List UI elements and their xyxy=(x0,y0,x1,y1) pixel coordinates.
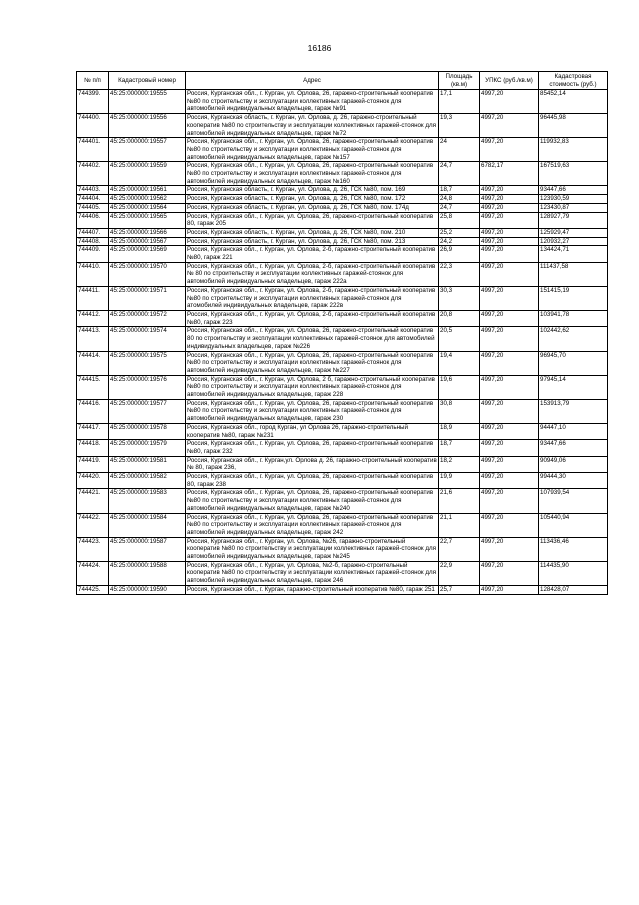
table-row xyxy=(77,399,608,423)
address-cell: Россия, Курганская обл., г. Курган, ул. Орлова, 26, гаражно-строительный кооператив №80 по строительству и эксплуатации коллективных гаражей-стоянок для автомобилей индивидуальных владельцев, гараж №240 xyxy=(186,489,439,513)
cadastral-number-cell: 45:25:000000:19569 xyxy=(109,246,186,262)
upks-cell: 4997,20 xyxy=(480,203,539,212)
row-number-cell: 744410. xyxy=(77,262,109,286)
table-row xyxy=(77,195,608,204)
area-cell: 18,9 xyxy=(439,423,480,439)
area-cell: 21,1 xyxy=(439,513,480,537)
address-cell: Россия, Курганская обл., г. Курган, ул. Орлова, 26, гаражно-строительный кооператив 80, гараж 205 xyxy=(186,212,439,228)
area-cell: 24,7 xyxy=(439,203,480,212)
cadastral-cost-cell: 128428,07 xyxy=(539,585,608,594)
address-cell: Россия, Курганская обл., г. Курган, ул. Орлова, 2-б, гаражно-строительный кооператив №80, гараж 223 xyxy=(186,310,439,326)
cadastral-cost-cell: 103941,78 xyxy=(539,310,608,326)
cadastral-cost-cell: 167519,63 xyxy=(539,162,608,186)
cadastral-number-cell: 45:25:000000:19577 xyxy=(109,399,186,423)
area-cell: 24 xyxy=(439,138,480,162)
area-cell: 24,7 xyxy=(439,162,480,186)
cadastral-cost-cell: 93447,66 xyxy=(539,440,608,456)
header-row xyxy=(77,72,608,90)
area-cell: 19,4 xyxy=(439,351,480,375)
cadastral-cost-cell: 123430,87 xyxy=(539,203,608,212)
cadastral-number-cell: 45:25:000000:19584 xyxy=(109,513,186,537)
cadastral-number-cell: 45:25:000000:19581 xyxy=(109,456,186,472)
area-cell: 25,7 xyxy=(439,585,480,594)
row-number-cell: 744402. xyxy=(77,162,109,186)
table-row xyxy=(77,286,608,310)
table-row xyxy=(77,351,608,375)
cadastral-number-cell: 45:25:000000:19590 xyxy=(109,585,186,594)
row-number-cell: 744419. xyxy=(77,456,109,472)
address-cell: Россия, Курганская обл., г. Курган, ул. Орлова, 26, гаражно-строительный кооператив №80 по строительству и эксплуатации коллективных гаражей-стоянок для автомобилей индивидуальных владельцев, гараж 242 xyxy=(186,513,439,537)
row-number-cell: 744406. xyxy=(77,212,109,228)
address-cell: Россия, Курганская обл., г. Курган, ул. Орлова, 26, гаражно-строительный кооператив 80 по строительству и эксплуатации коллективных гаражей-стоянок для автомобилей индивидуальных владельцев, гараж №226 xyxy=(186,327,439,351)
table-row xyxy=(77,513,608,537)
address-cell: Россия, Курганская обл., г. Курган, ул. Орлова, 26, гаражно-строительный кооператив №80 по строительству и эксплуатации коллективных гаражей-стоянок для автомобилей индивидуальных владельцев, гараж №157 xyxy=(186,138,439,162)
upks-cell: 4997,20 xyxy=(480,351,539,375)
table-row xyxy=(77,228,608,237)
area-cell: 20,8 xyxy=(439,310,480,326)
address-cell: Россия, Курганская обл., г. Курган, гаражно-строительный кооператив №80, гараж 251 xyxy=(186,585,439,594)
table-row xyxy=(77,585,608,594)
upks-cell: 4997,20 xyxy=(480,375,539,399)
cadastral-number-cell: 45:25:000000:19565 xyxy=(109,212,186,228)
cadastral-number-cell: 45:25:000000:19587 xyxy=(109,537,186,561)
table-row xyxy=(77,138,608,162)
cadastral-cost-cell: 114435,90 xyxy=(539,561,608,585)
table-row xyxy=(77,473,608,489)
row-number-cell: 744421. xyxy=(77,489,109,513)
cadastral-number-cell: 45:25:000000:19588 xyxy=(109,561,186,585)
table-row xyxy=(77,327,608,351)
address-cell: Россия, Курганская обл., город Курган, ул Орлова 26, гаражно-строительный кооператив №80, гараж №231 xyxy=(186,423,439,439)
cadastral-number-cell: 45:25:000000:19576 xyxy=(109,375,186,399)
row-number-cell: 744414. xyxy=(77,351,109,375)
cadastral-number-cell: 45:25:000000:19583 xyxy=(109,489,186,513)
cadastral-cost-cell: 128927,79 xyxy=(539,212,608,228)
row-number-cell: 744399. xyxy=(77,90,109,114)
area-cell: 17,1 xyxy=(439,90,480,114)
address-cell: Россия, Курганская область, г. Курган, ул. Орлова, д. 26, ГСК №80, пом. 210 xyxy=(186,228,439,237)
area-cell: 25,2 xyxy=(439,228,480,237)
cadastral-cost-cell: 85452,14 xyxy=(539,90,608,114)
upks-cell: 4997,20 xyxy=(480,90,539,114)
cadastral-number-cell: 45:25:000000:19564 xyxy=(109,203,186,212)
cadastral-cost-cell: 125929,47 xyxy=(539,228,608,237)
address-cell: Россия, Курганская обл., г. Курган, ул. Орлова, №26, гаражно-строительный кооператив №80 по строительству и эксплуатации коллективных гаражей-стоянок для автомобилей индивидуальных владельцев, гараж №245 xyxy=(186,537,439,561)
cadastral-cost-cell: 96445,98 xyxy=(539,114,608,138)
upks-cell: 4997,20 xyxy=(480,513,539,537)
address-cell: Россия, Курганская область, г. Курган, ул. Орлова, д. 26, ГСК №80, пом. 172 xyxy=(186,195,439,204)
row-number-cell: 744423. xyxy=(77,537,109,561)
area-cell: 22,9 xyxy=(439,561,480,585)
row-number-cell: 744409. xyxy=(77,246,109,262)
area-cell: 22,3 xyxy=(439,262,480,286)
upks-cell: 4997,20 xyxy=(480,537,539,561)
table-row xyxy=(77,489,608,513)
header-upks: УПКС (руб./кв.м) xyxy=(480,72,539,90)
address-cell: Россия, Курганская область, г. Курган, ул. Орлова, д. 26, ГСК №80, пом. 174д xyxy=(186,203,439,212)
area-cell: 24,8 xyxy=(439,195,480,204)
address-cell: Россия, Курганская обл., г. Курган, ул. Орлова, 26, гаражно-строительный кооператив №80 по строительству и эксплуатации коллективных гаражей-стоянок для автомобилей индивидуальных владельцев, гараж №160 xyxy=(186,162,439,186)
cadastral-number-cell: 45:25:000000:19582 xyxy=(109,473,186,489)
table-header xyxy=(77,72,608,90)
upks-cell: 4997,20 xyxy=(480,473,539,489)
cadastral-number-cell: 45:25:000000:19574 xyxy=(109,327,186,351)
row-number-cell: 744422. xyxy=(77,513,109,537)
table-row xyxy=(77,537,608,561)
cadastral-number-cell: 45:25:000000:19557 xyxy=(109,138,186,162)
area-cell: 18,7 xyxy=(439,186,480,195)
address-cell: Россия, Курганская обл., г. Курган, ул. Орлова, 2-б, гаражно-строительный кооператив №80, гараж 221 xyxy=(186,246,439,262)
upks-cell: 4997,20 xyxy=(480,423,539,439)
cadastral-number-cell: 45:25:000000:19566 xyxy=(109,228,186,237)
area-cell: 19,3 xyxy=(439,114,480,138)
row-number-cell: 744417. xyxy=(77,423,109,439)
upks-cell: 4997,20 xyxy=(480,186,539,195)
upks-cell: 4997,20 xyxy=(480,286,539,310)
upks-cell: 4997,20 xyxy=(480,212,539,228)
upks-cell: 4997,20 xyxy=(480,399,539,423)
upks-cell: 4997,20 xyxy=(480,138,539,162)
cadastral-cost-cell: 153913,79 xyxy=(539,399,608,423)
cadastral-cost-cell: 97945,14 xyxy=(539,375,608,399)
row-number-cell: 744424. xyxy=(77,561,109,585)
table-row xyxy=(77,90,608,114)
upks-cell: 4997,20 xyxy=(480,114,539,138)
cadastral-cost-cell: 99444,30 xyxy=(539,473,608,489)
cadastral-number-cell: 45:25:000000:19556 xyxy=(109,114,186,138)
address-cell: Россия, Курганская область, г. Курган, ул. Орлова, д. 26, ГСК №80, пом. 213 xyxy=(186,237,439,246)
cadastral-cost-cell: 123930,59 xyxy=(539,195,608,204)
table-row xyxy=(77,114,608,138)
upks-cell: 4997,20 xyxy=(480,561,539,585)
cadastral-number-cell: 45:25:000000:19562 xyxy=(109,195,186,204)
page-number: 16186 xyxy=(307,43,332,53)
row-number-cell: 744401. xyxy=(77,138,109,162)
upks-cell: 4997,20 xyxy=(480,440,539,456)
cadastral-cost-cell: 151415,19 xyxy=(539,286,608,310)
table-row xyxy=(77,375,608,399)
table-row xyxy=(77,423,608,439)
header-cadastral-cost: Кадастровая стоимость (руб.) xyxy=(539,72,608,90)
area-cell: 30,3 xyxy=(439,286,480,310)
table-row xyxy=(77,310,608,326)
table-row xyxy=(77,203,608,212)
table-row xyxy=(77,262,608,286)
cadastral-number-cell: 45:25:000000:19559 xyxy=(109,162,186,186)
address-cell: Россия, Курганская область, г. Курган, ул. Орлова, д. 26, гаражно-строительный кооператив №80 по строительству и эксплуатации коллективных гаражей-стоянок для автомобилей индивидуальных владельцев, гараж №72 xyxy=(186,114,439,138)
row-number-cell: 744403. xyxy=(77,186,109,195)
upks-cell: 4997,20 xyxy=(480,237,539,246)
address-cell: Россия, Курганская обл., г. Курган, ул. Орлова, 26, гаражно-строительный кооператив №80, гараж 232 xyxy=(186,440,439,456)
row-number-cell: 744407. xyxy=(77,228,109,237)
upks-cell: 4997,20 xyxy=(480,310,539,326)
cadastral-cost-cell: 107939,54 xyxy=(539,489,608,513)
cadastral-cost-cell: 96945,70 xyxy=(539,351,608,375)
table-row xyxy=(77,162,608,186)
area-cell: 30,8 xyxy=(439,399,480,423)
table-row xyxy=(77,212,608,228)
upks-cell: 4997,20 xyxy=(480,228,539,237)
row-number-cell: 744412. xyxy=(77,310,109,326)
cadastral-cost-cell: 90949,06 xyxy=(539,456,608,472)
header-cadastral-number: Кадастровый номер xyxy=(109,72,186,90)
upks-cell: 4997,20 xyxy=(480,327,539,351)
upks-cell: 4997,20 xyxy=(480,489,539,513)
cadastral-number-cell: 45:25:000000:19555 xyxy=(109,90,186,114)
area-cell: 21,6 xyxy=(439,489,480,513)
address-cell: Россия, Курганская обл., г. Курган, ул. Орлова, 26, гаражно-строительный кооператив №80 по строительству и эксплуатации коллективных гаражей-стоянок для автомобилей индивидуальных владельцев, гараж №227 xyxy=(186,351,439,375)
area-cell: 18,2 xyxy=(439,456,480,472)
table-row xyxy=(77,456,608,472)
address-cell: Россия, Курганская обл., г. Курган, ул. Орлова, №2-б, гаражно-строительный кооператив №80 по строительству и эксплуатации коллективных гаражей-стоянок для автомобилей индивидуальных владельцев, гараж 246 xyxy=(186,561,439,585)
area-cell: 26,9 xyxy=(439,246,480,262)
cadastral-number-cell: 45:25:000000:19571 xyxy=(109,286,186,310)
cadastral-number-cell: 45:25:000000:19579 xyxy=(109,440,186,456)
cadastral-number-cell: 45:25:000000:19578 xyxy=(109,423,186,439)
area-cell: 22,7 xyxy=(439,537,480,561)
upks-cell: 4997,20 xyxy=(480,246,539,262)
cadastral-cost-cell: 134424,71 xyxy=(539,246,608,262)
row-number-cell: 744415. xyxy=(77,375,109,399)
cadastral-cost-cell: 105440,94 xyxy=(539,513,608,537)
row-number-cell: 744418. xyxy=(77,440,109,456)
header-area: Площадь (кв.м) xyxy=(439,72,480,90)
area-cell: 19,9 xyxy=(439,473,480,489)
cadastral-cost-cell: 119932,83 xyxy=(539,138,608,162)
header-address: Адрес xyxy=(186,72,439,90)
table-row xyxy=(77,246,608,262)
cadastral-cost-cell: 102442,62 xyxy=(539,327,608,351)
address-cell: Россия, Курганская область, г. Курган, ул. Орлова, д. 26, ГСК №80, пом. 169 xyxy=(186,186,439,195)
cadastral-cost-cell: 113436,46 xyxy=(539,537,608,561)
row-number-cell: 744420. xyxy=(77,473,109,489)
header-number: № п/п xyxy=(77,72,109,90)
address-cell: Россия, Курганская обл., г. Курган, ул. Орлова, 26, гаражно-строительный кооператив 80, гараж 238 xyxy=(186,473,439,489)
address-cell: Россия, Курганская обл., г. Курган, ул. Орлова, 2-б, гаражно-строительный кооператив №80 по строительству и эксплуатации коллективных гаражей-стоянок для атомобилей индивидуальных владельцев, гараж 222в xyxy=(186,286,439,310)
address-cell: Россия, Курганская обл., г. Курган, ул. Орлова, 2-б, гаражно-строительный кооператив № 80 по строительству и эксплуатации коллективных гаражей-стоянок для автомобилей индивидуальных владельцев, гараж 222а xyxy=(186,262,439,286)
upks-cell: 6782,17 xyxy=(480,162,539,186)
cadastral-number-cell: 45:25:000000:19561 xyxy=(109,186,186,195)
address-cell: Россия, Курганская обл., г. Курган, ул. Орлова, 26, гаражно-строительный кооператив №80 по строительству и эксплуатации коллективных гаражей-стоянок для автомобилей индивидуальных владельцев, гараж №91 xyxy=(186,90,439,114)
area-cell: 18,7 xyxy=(439,440,480,456)
area-cell: 25,8 xyxy=(439,212,480,228)
cadastral-number-cell: 45:25:000000:19575 xyxy=(109,351,186,375)
cadastral-cost-cell: 94447,10 xyxy=(539,423,608,439)
cadastral-cost-cell: 93447,66 xyxy=(539,186,608,195)
address-cell: Россия, Курганская обл., г. Курган,ул. Орлова д. 26, гаражно-строительный кооператив № 80, гараж 236, xyxy=(187,456,437,472)
row-number-cell: 744400. xyxy=(77,114,109,138)
address-cell: Россия, Курганская обл., г. Курган, ул. Орлова, 2 б, гаражно-строительный кооператив №80 по строительству и эксплуатации коллективных гаражей-стоянок для автомобилей индивидуальных владельцев, гараж 228 xyxy=(186,375,439,399)
area-cell: 19,6 xyxy=(439,375,480,399)
cadastral-number-cell: 45:25:000000:19567 xyxy=(109,237,186,246)
row-number-cell: 744425. xyxy=(77,585,109,594)
area-cell: 20,5 xyxy=(439,327,480,351)
upks-cell: 4997,20 xyxy=(480,456,539,472)
table-body xyxy=(77,90,608,595)
table-row xyxy=(77,561,608,585)
upks-cell: 4997,20 xyxy=(480,195,539,204)
cadastral-cost-cell: 111437,58 xyxy=(539,262,608,286)
address-cell: Россия, Курганская обл., г. Курган, ул. Орлова, 26, гаражно-строительный кооператив №80 по строительству и эксплуатации коллективных гаражей-стоянок для автомобилей индивидуальных владельцев, гараж 230 xyxy=(186,399,439,423)
row-number-cell: 744408. xyxy=(77,237,109,246)
upks-cell: 4997,20 xyxy=(480,585,539,594)
row-number-cell: 744413. xyxy=(77,327,109,351)
cadastral-cost-cell: 120932,27 xyxy=(539,237,608,246)
row-number-cell: 744404. xyxy=(77,195,109,204)
cadastral-registry-table xyxy=(76,71,608,595)
cadastral-number-cell: 45:25:000000:19572 xyxy=(109,310,186,326)
cadastral-number-cell: 45:25:000000:19570 xyxy=(109,262,186,286)
row-number-cell: 744405. xyxy=(77,203,109,212)
upks-cell: 4997,20 xyxy=(480,262,539,286)
area-cell: 24,2 xyxy=(439,237,480,246)
row-number-cell: 744416. xyxy=(77,399,109,423)
table-row xyxy=(77,186,608,195)
table-row xyxy=(77,237,608,246)
table-row xyxy=(77,440,608,456)
row-number-cell: 744411. xyxy=(77,286,109,310)
